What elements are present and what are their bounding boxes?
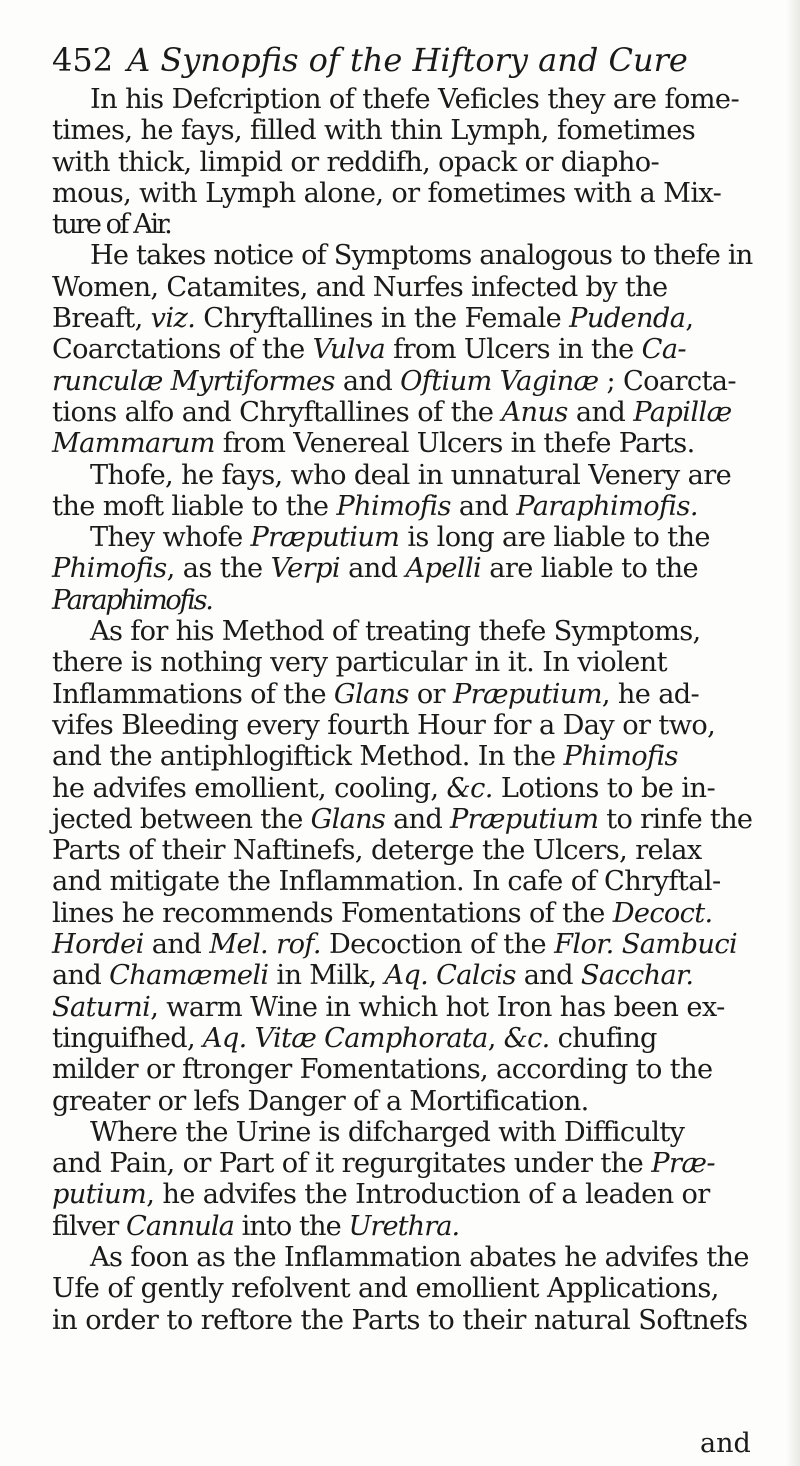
text-line (52, 522, 782, 553)
page-number: 452 (52, 41, 114, 79)
italic-term: Oftium Vaginæ (400, 365, 599, 397)
text-run: to rinfe the (598, 803, 753, 835)
text-line (52, 1305, 782, 1336)
text-line (52, 835, 782, 866)
italic-term: Anus (501, 396, 568, 428)
italic-term: Glans (333, 678, 409, 710)
text-run: Ufe of gently refolvent and emollient Applications, (52, 1273, 719, 1305)
text-run: Parts of their Naftinefs, deterge the Ulcers, relax (52, 835, 702, 867)
italic-term: Præputium (452, 678, 602, 710)
text-line (52, 460, 782, 491)
italic-term: Urethra. (348, 1210, 460, 1242)
text-run: and the antiphlogiftick Method. In the (52, 741, 564, 773)
text-run: is long are liable to the (399, 522, 710, 554)
text-run: with thick, limpid or reddifh, opack or diapho- (52, 146, 660, 178)
text-run: , (685, 303, 694, 335)
text-line (52, 209, 782, 240)
italic-term: Mammarum (52, 428, 215, 460)
text-run: or (408, 678, 453, 710)
text-line (52, 178, 782, 209)
text-line (52, 898, 782, 929)
italic-term: Verpi (270, 553, 341, 585)
text-run: the moft liable to the (52, 490, 337, 522)
text-line (52, 1148, 782, 1179)
text-run: , he ad- (601, 678, 700, 710)
text-run: there is nothing very particular in it. In violent (52, 647, 667, 679)
text-line (52, 1086, 782, 1117)
catchword: and (700, 1428, 751, 1459)
text-line (52, 84, 782, 115)
italic-term: Aq. Calcis (384, 960, 516, 992)
text-run: Breaft, (52, 303, 151, 335)
text-line (52, 616, 782, 647)
page-edge-shadow (786, 0, 800, 1466)
italic-term: Phimofis (563, 741, 678, 773)
text-line (52, 1273, 782, 1304)
text-run: into the (233, 1210, 349, 1242)
italic-term: Saturni (52, 991, 151, 1023)
text-run: mous, with Lymph alone, or fometimes with a Mix- (52, 177, 722, 209)
text-run: tions alfo and Chryftallines of the (52, 396, 502, 428)
text-run: They whofe (90, 522, 251, 554)
text-line (52, 303, 782, 334)
italic-term: Pudenda (569, 303, 686, 335)
text-run: and (567, 396, 634, 428)
text-run: and (385, 803, 451, 835)
italic-term: Præ- (651, 1148, 715, 1180)
italic-term: viz. (150, 303, 196, 335)
text-line (52, 240, 782, 271)
italic-term: Vulva (312, 334, 386, 366)
text-line (52, 334, 782, 365)
text-line (52, 1179, 782, 1210)
text-run: Lotions to be in- (492, 772, 716, 804)
text-run: and (515, 960, 581, 992)
italic-term: Flor. Sambuci (554, 929, 738, 961)
text-line (52, 929, 782, 960)
text-run: and Pain, or Part of it regurgitates under the (52, 1148, 652, 1180)
italic-term: Chamæmeli (109, 960, 269, 992)
italic-term: Mel. rof. (209, 929, 321, 961)
text-run: and (334, 365, 401, 397)
text-run: ture of Air. (52, 209, 171, 241)
text-line (52, 773, 782, 804)
text-run: , he advifes the Introduction of a leaden or (146, 1179, 710, 1211)
text-run: lines he recommends Fomentations of the (52, 897, 613, 929)
text-run: As foon as the Inflammation abates he advifes the (90, 1241, 749, 1273)
text-line (52, 1117, 782, 1148)
italic-term: &c. (446, 772, 493, 804)
text-run: filver (52, 1210, 126, 1242)
text-line (52, 1242, 782, 1273)
italic-term: Decoct. (612, 897, 713, 929)
text-run: in order to reftore the Parts to their natural Softnefs (52, 1304, 748, 1336)
italic-term: Præputium (450, 803, 599, 835)
text-run: Women, Catamites, and Nurfes infected by the (52, 271, 668, 303)
text-run: and (450, 490, 517, 522)
text-run: , warm Wine in which hot Iron has been ex- (150, 991, 725, 1023)
text-run: he advifes emollient, cooling, (52, 772, 447, 804)
text-run: and (143, 929, 210, 961)
text-line (52, 992, 782, 1023)
text-run: jected between the (52, 803, 311, 835)
text-line (52, 710, 782, 741)
text-run: and mitigate the Inflammation. In cafe of Chryftal- (52, 866, 721, 898)
text-run: , (487, 1022, 504, 1054)
italic-term: &c. (503, 1022, 550, 1054)
text-run: are liable to the (481, 553, 699, 585)
italic-term: Sacchar. (580, 960, 694, 992)
text-line (52, 1023, 782, 1054)
running-header (52, 40, 772, 80)
text-run: In his Defcription of thefe Veficles they are fome- (90, 84, 740, 115)
text-line (52, 647, 782, 678)
running-title: A Synopfis of the Hiftory and Cure (127, 41, 688, 79)
text-run: Where the Urine is difcharged with Difficulty (90, 1116, 685, 1148)
italic-term: Aq. Vitæ Camphorata (202, 1022, 488, 1054)
text-line (52, 491, 782, 522)
text-run: Inflammations of the (52, 678, 334, 710)
text-line (52, 428, 782, 459)
text-line (52, 553, 782, 584)
italic-term: Paraphimofis. (516, 490, 698, 522)
text-run: greater or lefs Danger of a Mortification. (52, 1085, 589, 1117)
text-line (52, 679, 782, 710)
text-line (52, 741, 782, 772)
text-run: tinguifhed, (52, 1022, 203, 1054)
text-run: from Ulcers in the (385, 334, 642, 366)
italic-term: Phimofis (52, 553, 167, 585)
italic-term: putium (52, 1179, 147, 1211)
text-line (52, 866, 782, 897)
italic-term: Cannula (125, 1210, 234, 1242)
body-text (52, 84, 782, 1336)
italic-term: Hordei (52, 929, 144, 961)
text-run: chufing (549, 1022, 657, 1054)
text-run: Thofe, he fays, who deal in unnatural Venery are (90, 459, 732, 491)
text-run: ; Coarcta- (598, 365, 736, 397)
text-line (52, 804, 782, 835)
text-line (52, 115, 782, 146)
italic-term: Præputium (250, 522, 400, 554)
text-run: milder or ftronger Fomentations, according to the (52, 1054, 713, 1086)
italic-term: Papillæ (633, 396, 732, 428)
italic-term: Phimofis (336, 490, 451, 522)
text-line (52, 147, 782, 178)
text-line (52, 272, 782, 303)
text-line (52, 1211, 782, 1242)
italic-term: Ca- (641, 334, 686, 366)
text-run: times, he fays, filled with thin Lymph, fometimes (52, 115, 696, 147)
text-line (52, 397, 782, 428)
text-run: and (340, 553, 406, 585)
text-line (52, 1054, 782, 1085)
text-run: vifes Bleeding every fourth Hour for a Day or two, (52, 709, 716, 741)
text-run: As for his Method of treating thefe Symptoms, (90, 616, 701, 648)
text-line (52, 960, 782, 991)
text-run: He takes notice of Symptoms analogous to thefe in (90, 240, 753, 272)
italic-term: Paraphimofis. (52, 584, 212, 616)
text-line (52, 585, 782, 616)
text-run: Coarctations of the (52, 334, 313, 366)
text-run: Decoction of the (320, 929, 555, 961)
italic-term: runculæ Myrtiformes (52, 365, 335, 397)
text-run: , as the (166, 553, 271, 585)
text-line (52, 366, 782, 397)
text-run: in Milk, (268, 960, 385, 992)
text-run: and (52, 960, 110, 992)
text-run: Chryftallines in the Female (195, 303, 570, 335)
italic-term: Glans (310, 803, 386, 835)
italic-term: Apelli (405, 553, 482, 585)
text-run: from Venereal Ulcers in thefe Parts. (214, 428, 695, 460)
